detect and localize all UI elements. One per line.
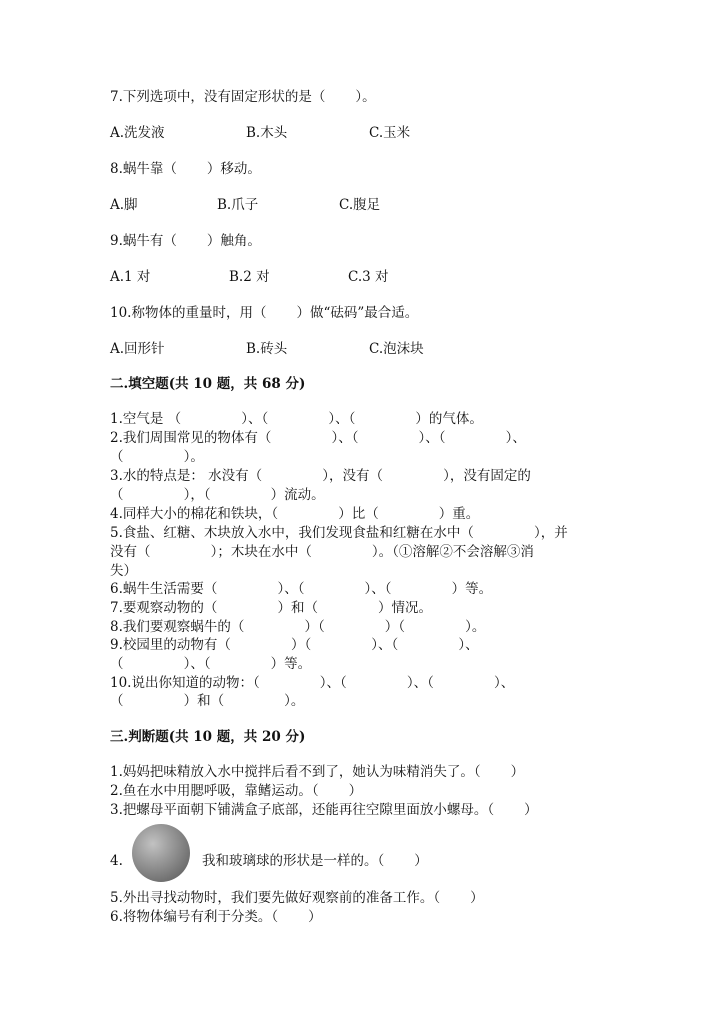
fill-line: （ ）。 [110, 449, 204, 465]
judge-question-4-text: 我和玻璃球的形状是一样的。（ ） [202, 853, 428, 869]
fill-line: 5.食盐、红糖、木块放入水中，我们发现食盐和红糖在水中（ ），并 [110, 525, 568, 541]
judge-question-4-number: 4. [110, 853, 123, 869]
judge-question-5: 5.外出寻找动物时，我们要先做好观察前的准备工作。（ ） [110, 890, 484, 906]
fill-line: 10.说出你知道的动物：（ ）、（ ）、（ ）、 [110, 675, 515, 691]
judge-section-heading: 三.判断题(共 10 题，共 20 分) [110, 729, 306, 745]
q7-option-a: A.洗发液 [110, 125, 165, 141]
q8-option-b: B.爪子 [217, 197, 259, 213]
question-7-stem: 7.下列选项中，没有固定形状的是（ ）。 [110, 89, 376, 105]
question-10-stem: 10.称物体的重量时，用（ ）做“砝码”最合适。 [110, 305, 419, 321]
question-8-stem: 8.蜗牛靠（ ）移动。 [110, 161, 261, 177]
fill-line: 1.空气是 （ ）、（ ）、（ ）的气体。 [110, 411, 483, 427]
fill-line: 4.同样大小的棉花和铁块，（ ）比（ ）重。 [110, 506, 480, 522]
judge-question-1: 1.妈妈把味精放入水中搅拌后看不到了，她认为味精消失了。（ ） [110, 764, 525, 780]
q9-option-b: B.2 对 [229, 269, 270, 285]
q8-option-c: C.腹足 [339, 197, 381, 213]
fill-line: （ ）和（ ）。 [110, 693, 305, 709]
q8-option-a: A.脚 [110, 197, 138, 213]
q9-option-c: C.3 对 [348, 269, 389, 285]
fill-line: 8.我们要观察蜗牛的（ ）（ ）（ ）。 [110, 619, 486, 635]
judge-question-3: 3.把螺母平面朝下铺满盒子底部，还能再往空隙里面放小螺母。（ ） [110, 802, 538, 818]
q9-option-a: A.1 对 [110, 269, 151, 285]
fill-line: 9.校园里的动物有（ ）（ ）、（ ）、 [110, 637, 479, 653]
question-9-stem: 9.蜗牛有（ ）触角。 [110, 233, 261, 249]
fill-line: （ ）、（ ）等。 [110, 656, 312, 672]
q10-option-a: A.回形针 [110, 341, 165, 357]
q7-option-b: B.木头 [246, 125, 288, 141]
fill-line: 7.要观察动物的（ ）和（ ）情况。 [110, 600, 433, 616]
fill-line: （ ），（ ）流动。 [110, 487, 325, 503]
fill-line: 没有（ ）；木块在水中（ ）。（①溶解②不会溶解③消 [110, 544, 534, 560]
q10-option-b: B.砖头 [246, 341, 288, 357]
judge-question-6: 6.将物体编号有利于分类。（ ） [110, 909, 322, 925]
fill-section-heading: 二.填空题(共 10 题，共 68 分) [110, 376, 306, 392]
q7-option-c: C.玉米 [369, 125, 411, 141]
fill-line: 6.蜗牛生活需要（ ）、（ ）、（ ）等。 [110, 581, 493, 597]
q10-option-c: C.泡沫块 [369, 341, 424, 357]
fill-line: 2.我们周围常见的物体有（ ）、（ ）、（ ）、 [110, 430, 526, 446]
ball-image [132, 824, 190, 882]
fill-line: 失） [110, 563, 137, 579]
judge-question-2: 2.鱼在水中用腮呼吸，靠鳍运动。（ ） [110, 783, 363, 799]
fill-line: 3.水的特点是： 水没有（ ），没有（ ），没有固定的 [110, 468, 531, 484]
